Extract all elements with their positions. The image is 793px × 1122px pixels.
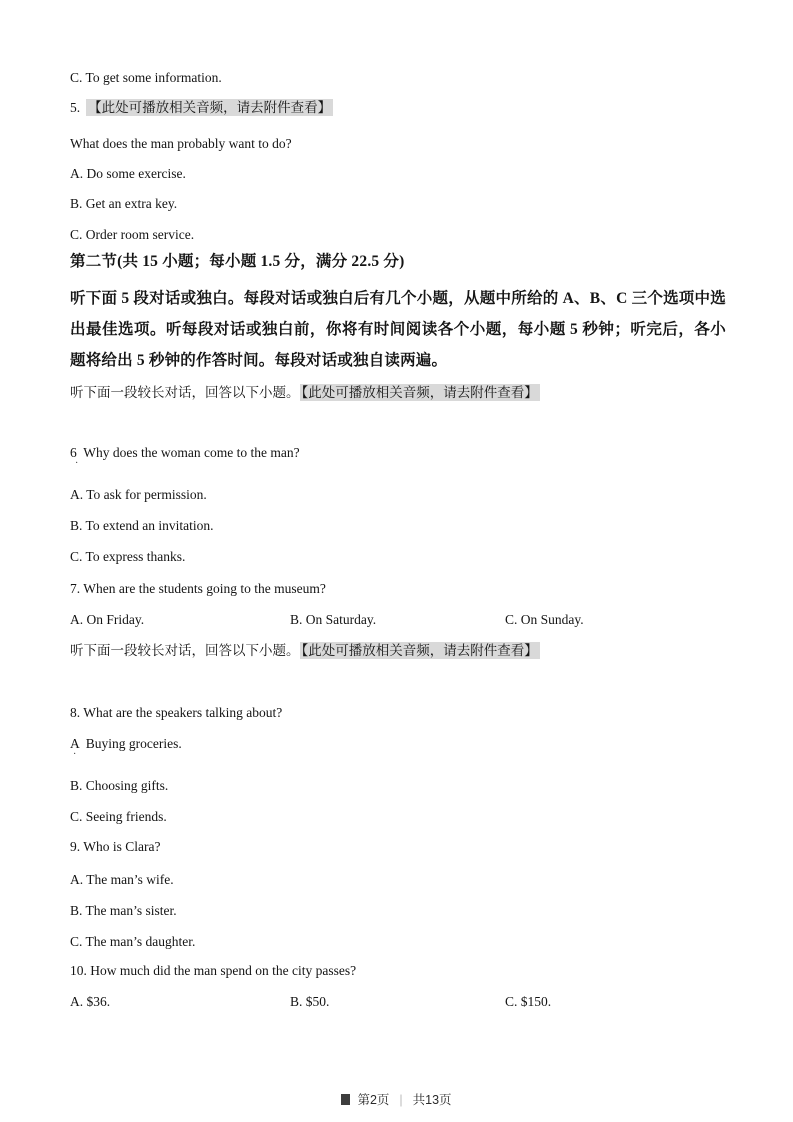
footer-page-number: 第2页 [357, 1093, 390, 1107]
option-6a: A. To ask for permission. [70, 487, 207, 502]
question-7-text: 7. When are the students going to the museum? [70, 581, 326, 596]
option-7c: C. On Sunday. [505, 612, 584, 627]
option-9c: C. The man’s daughter. [70, 934, 196, 949]
question-8-text: 8. What are the speakers talking about? [70, 705, 283, 720]
option-7b: B. On Saturday. [290, 612, 377, 627]
option-5b: B. Get an extra key. [70, 196, 178, 211]
question-6-text: 6 Why does the woman come to the man? [70, 445, 300, 460]
question-7-options-row [70, 609, 730, 631]
question-5-audio-line [70, 97, 333, 119]
option-9b: B. The man’s sister. [70, 903, 177, 918]
dialog-1-intro: 听下面一段较长对话，回答以下小题。 [70, 385, 300, 400]
option-5c: C. Order room service. [70, 227, 195, 242]
question-10-text: 10. How much did the man spend on the city passes? [70, 963, 357, 978]
dialog-2-intro: 听下面一段较长对话，回答以下小题。 [70, 643, 300, 658]
audio-placeholder-note: 【此处可播放相关音频，请去附件查看】 [88, 100, 332, 115]
option-10a: A. $36. [70, 994, 111, 1009]
page-marker-icon [341, 1094, 350, 1105]
footer-separator: | [399, 1093, 403, 1107]
page-footer [0, 1090, 793, 1108]
option-8b: B. Choosing gifts. [70, 778, 169, 793]
option-8a: A Buying groceries. [70, 736, 182, 751]
option-10c: C. $150. [505, 994, 552, 1009]
dialog-1-intro-line [70, 382, 540, 404]
question-5-number: 5. [70, 100, 81, 115]
option-7a: A. On Friday. [70, 612, 145, 627]
question-5-text: What does the man probably want to do? [70, 136, 292, 151]
question-9-text: 9. Who is Clara? [70, 839, 161, 854]
dialog-2-intro-line [70, 640, 540, 662]
question-10-options-row [70, 991, 730, 1013]
audio-placeholder-note: 【此处可播放相关音频，请去附件查看】 [301, 385, 538, 400]
option-9a: A. The man’s wife. [70, 872, 174, 887]
section-2-instructions: 听下面 5 段对话或独白。每段对话或独白后有几个小题，从题中所给的 A、B、C 三个选项中选出最佳选项。听每段对话或独白前，你将有时间阅读各个小题，每小题 5 秒钟；听完后，各小题将给出 5 秒钟的作答时间。每段对话或独自读两遍。 [70, 290, 726, 369]
option-8c: C. Seeing friends. [70, 809, 167, 824]
section-2-heading: 第二节(共 15 小题；每小题 1.5 分，满分 22.5 分) [70, 253, 405, 270]
stray-mark: · [75, 458, 79, 469]
stray-mark: · [73, 749, 77, 760]
option-10b: B. $50. [290, 994, 330, 1009]
option-6c: C. To express thanks. [70, 549, 186, 564]
option-4c: C. To get some information. [70, 70, 222, 85]
audio-placeholder-note: 【此处可播放相关音频，请去附件查看】 [301, 643, 538, 658]
option-5a: A. Do some exercise. [70, 166, 186, 181]
footer-total-pages: 共13页 [412, 1093, 452, 1107]
option-6b: B. To extend an invitation. [70, 518, 214, 533]
